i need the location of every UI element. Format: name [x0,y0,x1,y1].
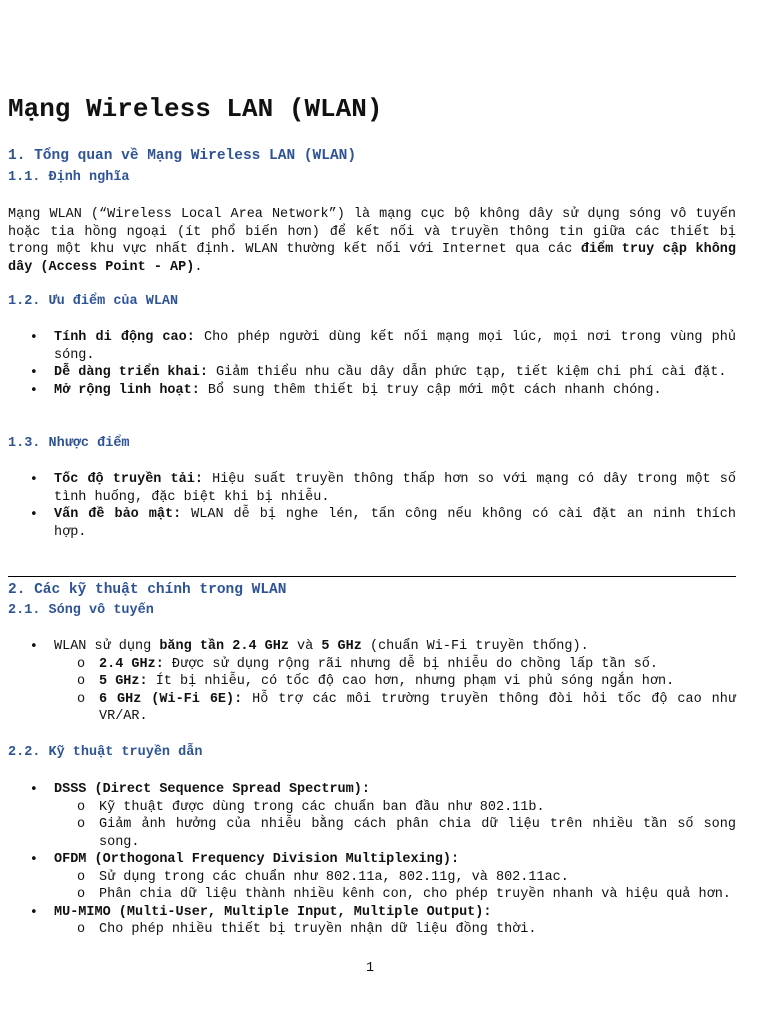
radio-waves-list [0,638,736,726]
page-number: 1 [366,961,375,976]
frequency-sublist [54,656,736,726]
list-item [0,506,736,541]
sub-list-item: o Kỹ thuật được dùng trong các chuẩn ban đầu như 802.11b. [54,799,736,817]
definition-end: . [194,259,203,275]
sub-list-item: o Sử dụng trong các chuẩn như 802.11a, 802.11g, và 802.11ac. [54,869,736,887]
sub-list-item [54,691,736,726]
dsss-sublist [54,799,736,852]
list-item [0,382,736,400]
item-text: Hiệu suất truyền thông thấp hơn so với mạng có dây trong một số tình huống, đặc biệt khi bị nhiễu. [54,472,737,505]
item-text: Bổ sung thêm thiết bị truy cập mới một cách nhanh chóng. [199,382,662,398]
list-item [0,851,736,904]
item-text: Được sử dụng rộng rãi nhưng dễ bị nhiễu do chồng lấp tần số. [163,656,658,672]
item-text: Ít bị nhiễu, có tốc độ cao hơn, nhưng phạm vi phủ sóng ngắn hơn. [147,674,675,689]
definition-text: Mạng WLAN (“Wireless Local Area Network”) là mạng cục bộ không dây sử dụng sóng vô tuyến hoặc tia hồng ngoại (ít phổ biến hơn) để kết nối và truyền thông tin giữa các thiết bị trong một khu vực nhất định. WLAN thường kết nối với Internet qua các [8,207,736,257]
item-term: OFDM (Orthogonal Frequency Division Multiplexing): [54,852,460,867]
list-item [0,329,736,364]
item-term: Tốc độ truyền tải: [54,472,203,487]
item-term: MU-MIMO (Multi-User, Multiple Input, Multiple Output): [54,904,492,920]
sub-list-item [54,656,736,674]
item-text: Cho phép người dùng kết nối mạng mọi lúc, mọi nơi trong vùng phủ sóng. [54,330,736,363]
item-term: 2.4 GHz: [99,656,164,672]
item-term: DSSS (Direct Sequence Spread Spectrum): [54,782,370,797]
item-text: WLAN dễ bị nghe lén, tấn công nếu không có cài đặt an ninh thích hợp. [54,507,736,540]
transmission-list [0,781,736,939]
list-item [0,781,736,851]
item-term: 6 GHz (Wi-Fi 6E): [99,691,243,707]
section-1-1-heading: 1.1. Định nghĩa [8,170,130,185]
section-2-2-heading: 2.2. Kỹ thuật truyền dẫn [8,745,203,760]
sub-list-item [54,673,736,691]
definition-paragraph [8,206,736,276]
section-1-2-heading: 1.2. Ưu điểm của WLAN [8,294,179,309]
advantages-list [0,329,736,399]
sub-list-item: o Phân chia dữ liệu thành nhiều kênh con, cho phép truyền nhanh và hiệu quả hơn. [54,886,736,904]
ofdm-sublist [54,869,736,904]
item-text: và [288,639,322,654]
item-text: WLAN sử dụng [54,639,160,654]
item-text: (chuẩn Wi-Fi truyền thống). [361,639,589,654]
section-divider [8,576,736,577]
item-term: 5 GHz: [99,674,148,689]
section-1-heading: 1. Tổng quan về Mạng Wireless LAN (WLAN) [8,148,357,164]
item-text: Hỗ trợ các môi trường truyền thông đòi hỏi tốc độ cao như VR/AR. [99,691,736,724]
list-item [0,364,736,382]
item-term: Mở rộng linh hoạt: [54,382,200,398]
list-item [0,904,736,939]
disadvantages-list [0,471,736,541]
section-2-heading: 2. Các kỹ thuật chính trong WLAN [8,582,287,598]
item-bold: 5 GHz [321,639,362,654]
definition-bold-term: điểm truy cập không dây (Access Point - AP) [8,242,736,275]
document-title: Mạng Wireless LAN (WLAN) [8,94,383,124]
sub-list-item: o Cho phép nhiều thiết bị truyền nhận dữ liệu đồng thời. [54,921,736,939]
section-2-1-heading: 2.1. Sóng vô tuyến [8,603,154,618]
list-item [0,471,736,506]
item-term: Dễ dàng triển khai: [54,365,208,380]
sub-list-item: o Giảm ảnh hưởng của nhiễu bằng cách phân chia dữ liệu trên nhiều tần số song song. [54,816,736,851]
item-term: Vấn đề bảo mật: [54,507,182,522]
item-bold: băng tần 2.4 GHz [159,639,289,654]
item-term: Tính di động cao: [54,330,195,345]
list-item [0,638,736,726]
mu-mimo-sublist [54,921,736,939]
item-text: Giảm thiểu nhu cầu dây dẫn phức tạp, tiết kiệm chi phí cài đặt. [207,365,727,380]
section-1-3-heading: 1.3. Nhược điểm [8,436,130,451]
